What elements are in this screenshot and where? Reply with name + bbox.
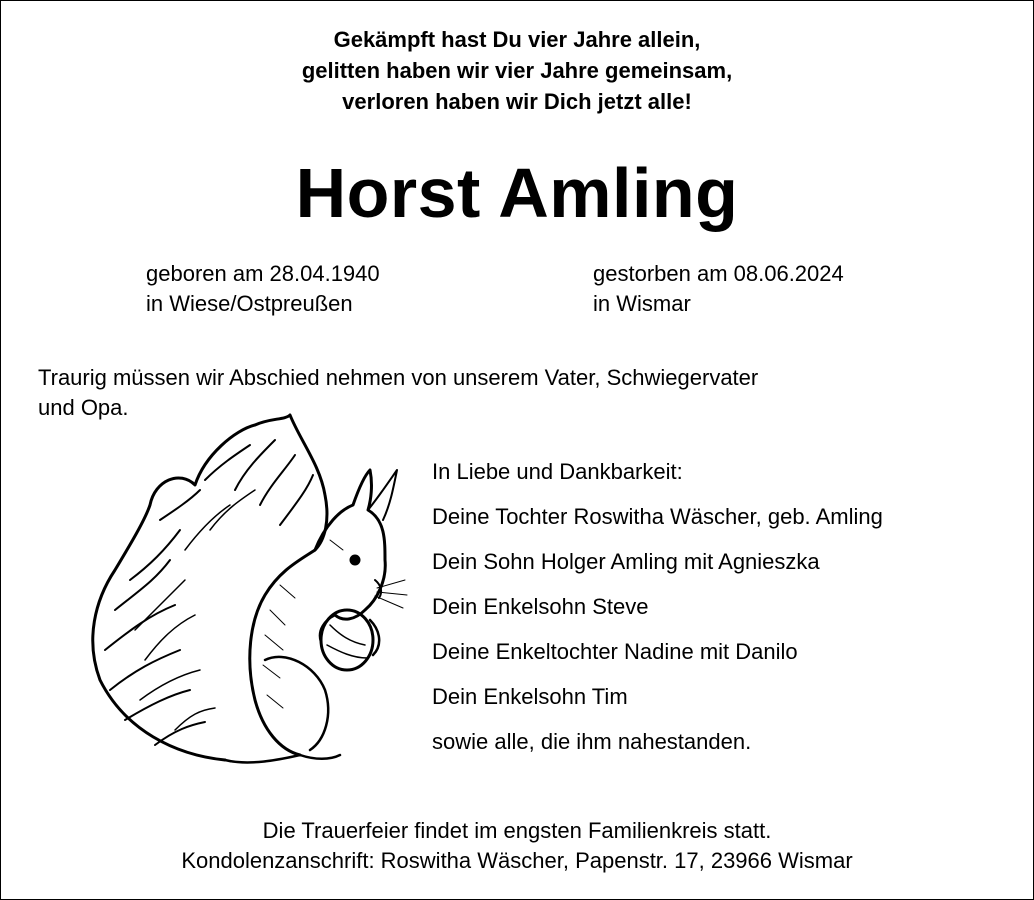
mourner-line: sowie alle, die ihm nahestanden. — [432, 729, 752, 754]
motto — [0, 24, 1034, 117]
funeral-note: Die Trauerfeier findet im engsten Familienkreis statt. — [262, 818, 772, 843]
squirrel-icon — [85, 410, 415, 780]
deceased-name: Horst Amling — [295, 154, 739, 232]
motto-line: gelitten haben wir vier Jahre gemeinsam, — [301, 58, 733, 83]
mourner-line: In Liebe und Dankbarkeit: — [432, 459, 683, 484]
intro-line: und Opa. — [38, 395, 129, 420]
death-info — [593, 259, 844, 319]
motto-line: verloren haben wir Dich jetzt alle! — [342, 89, 692, 114]
birth-place: in Wiese/Ostpreußen — [146, 291, 353, 316]
birth-date: geboren am 28.04.1940 — [146, 261, 380, 286]
mourners-list — [432, 449, 883, 764]
mourner-line: Deine Enkeltochter Nadine mit Danilo — [432, 639, 798, 664]
death-place: in Wismar — [593, 291, 691, 316]
death-date: gestorben am 08.06.2024 — [593, 261, 844, 286]
mourner-line: Deine Tochter Roswitha Wäscher, geb. Amling — [432, 504, 883, 529]
mourner-line: Dein Enkelsohn Tim — [432, 684, 628, 709]
footer — [0, 816, 1034, 876]
intro-line: Traurig müssen wir Abschied nehmen von unserem Vater, Schwiegervater — [38, 365, 759, 390]
birth-info — [146, 259, 380, 319]
mourner-line: Dein Enkelsohn Steve — [432, 594, 649, 619]
mourner-line: Dein Sohn Holger Amling mit Agnieszka — [432, 549, 820, 574]
motto-line: Gekämpft hast Du vier Jahre allein, — [333, 27, 701, 52]
condolence-address: Kondolenzanschrift: Roswitha Wäscher, Papenstr. 17, 23966 Wismar — [181, 848, 853, 873]
